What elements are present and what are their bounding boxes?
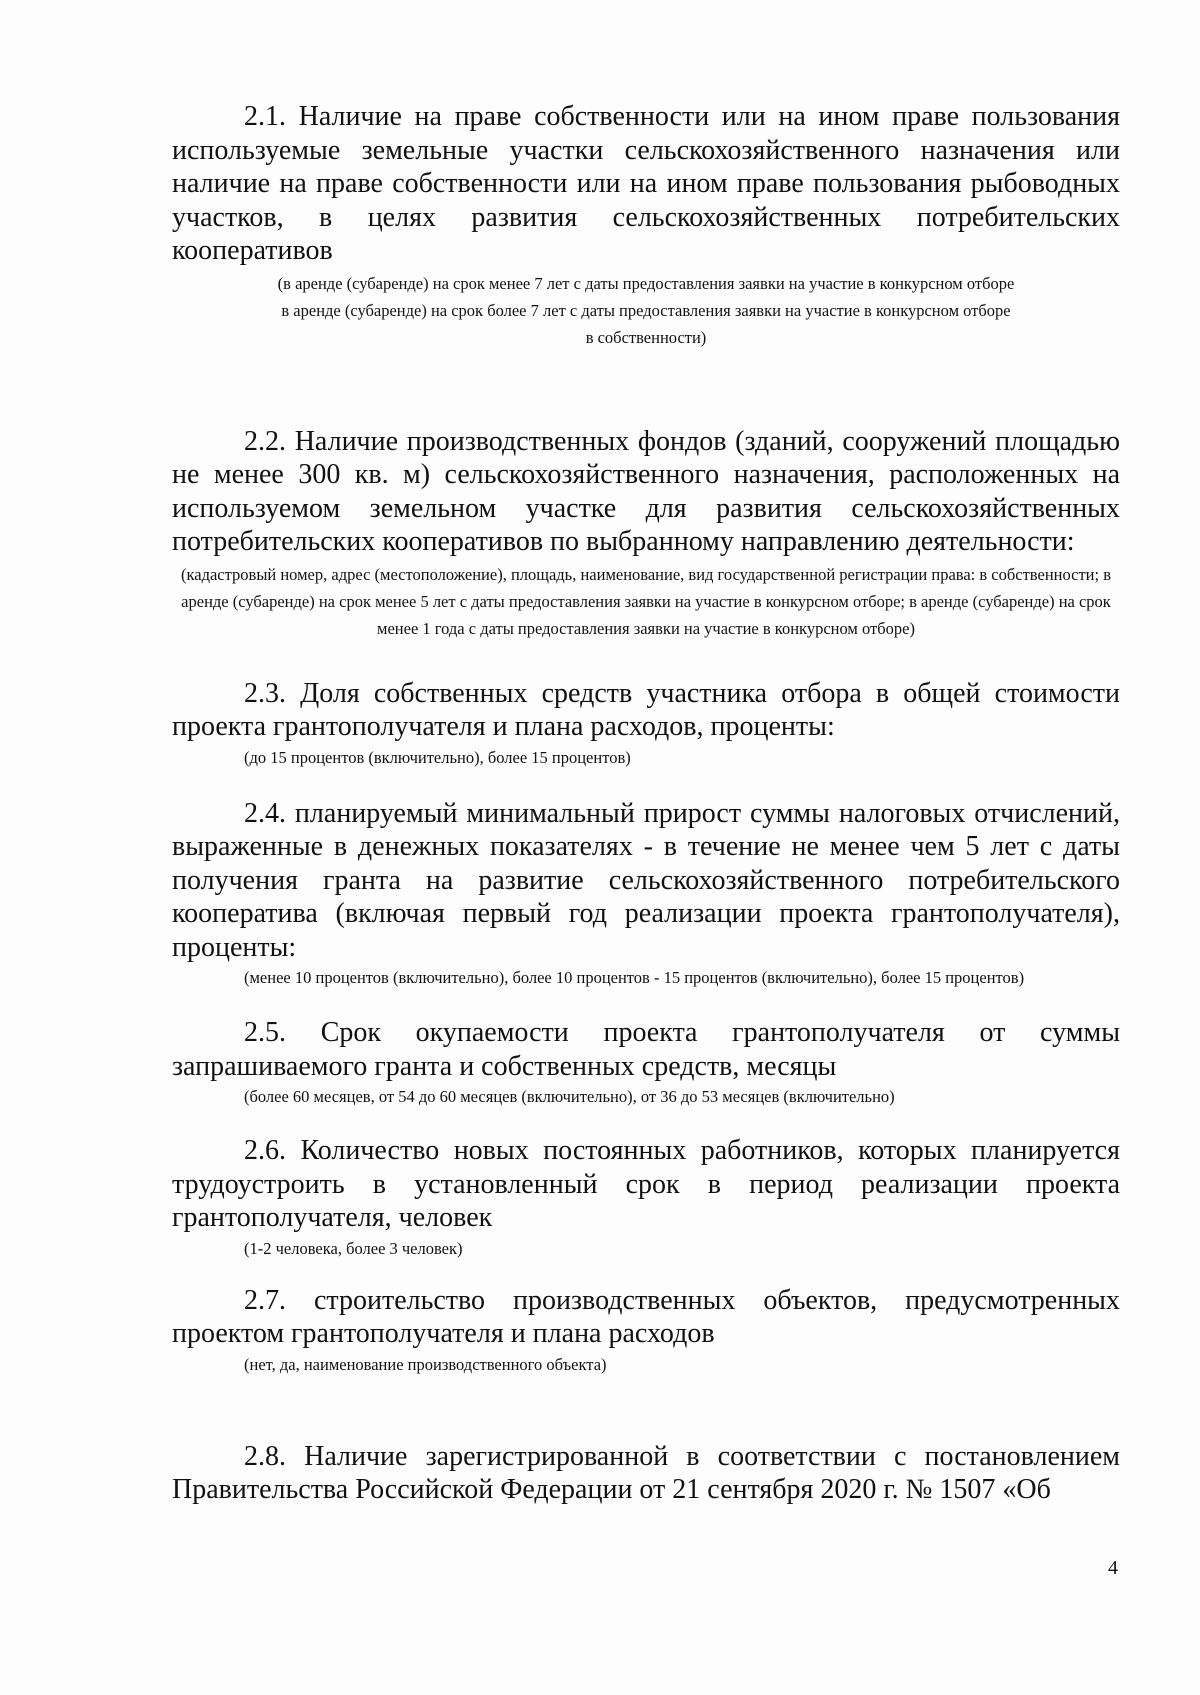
section-2-6-text: 2.6. Количество новых постоянных работников, которых планируется трудоустроить в установленный срок в период реализации проекта грантополучателя, человек (172, 1135, 1120, 1233)
page-number: 4 (1108, 1557, 1118, 1579)
section-2-5-text: 2.5. Срок окупаемости проекта грантополучателя от суммы запрашиваемого гранта и собственных средств, месяцы (172, 1017, 1120, 1082)
section-2-3-text: 2.3. Доля собственных средств участника отбора в общей стоимости проекта грантополучателя и плана расходов, проценты: (172, 677, 1120, 742)
section-2-5 (172, 1016, 1120, 1110)
section-2-6-note: (1-2 человека, более 3 человек) (244, 1238, 463, 1258)
section-2-2 (172, 425, 1120, 642)
section-2-3 (172, 677, 1120, 771)
section-2-2-note: (кадастровый номер, адрес (местоположение), площадь, наименование, вид государственной регистрации права: в собственности; в аренде (субаренде) на срок менее 5 лет с даты предоставления заявки на участие в конкурсном отборе; в аренде (субаренде) на срок менее 1 года с даты предоставления заявки на участие в конкурсном отборе) (180, 564, 1112, 638)
section-2-3-note: (до 15 процентов (включительно), более 15 процентов) (244, 747, 631, 767)
section-2-4-text: 2.4. планируемый минимальный прирост суммы налоговых отчислений, выраженные в денежных показателях - в течение не менее чем 5 лет с даты получения гранта на развитие сельскохозяйственного потребительского кооператива (включая первый год реализации проекта грантополучателя), проценты: (172, 797, 1120, 963)
section-2-7-note: (нет, да, наименование производственного объекта) (244, 1354, 607, 1374)
section-2-5-note: (более 60 месяцев, от 54 до 60 месяцев (включительно), от 36 до 53 месяцев (включительно) (244, 1087, 895, 1106)
section-2-2-text: 2.2. Наличие производственных фондов (зданий, сооружений площадью не менее 300 кв. м) сельскохозяйственного назначения, расположенных на используемом земельном участке для развития сельскохозяйственных потребительских кооперативов по выбранному направлению деятельности: (172, 425, 1120, 557)
section-2-7 (172, 1284, 1120, 1378)
section-2-6 (172, 1134, 1120, 1262)
section-2-4-note: (менее 10 процентов (включительно), более 10 процентов - 15 процентов (включительно), более 15 процентов) (244, 968, 1025, 987)
document-body (172, 100, 1120, 1507)
section-2-8 (172, 1440, 1120, 1507)
section-2-7-text: 2.7. строительство производственных объектов, предусмотренных проектом грантополучателя и плана расходов (172, 1284, 1120, 1349)
section-2-1 (172, 100, 1120, 351)
section-2-8-text: 2.8. Наличие зарегистрированной в соответствии с постановлением Правительства Российской Федерации от 21 сентября 2020 г. № 1507 «Об (172, 1440, 1120, 1505)
section-2-4 (172, 797, 1120, 992)
section-2-1-note: (в аренде (субаренде) на срок менее 7 лет с даты предоставления заявки на участие в конкурсном отборе в аренде (субаренде) на срок более 7 лет с даты предоставления заявки на участие в конкурсном отборе в собственности) (277, 273, 1015, 347)
section-2-1-text: 2.1. Наличие на праве собственности или на ином праве пользования используемые земельные участки сельскохозяйственного назначения или наличие на праве собственности или на ином праве пользования рыбоводных участков, в целях развития сельскохозяйственных потребительских кооперативов (172, 101, 1120, 266)
